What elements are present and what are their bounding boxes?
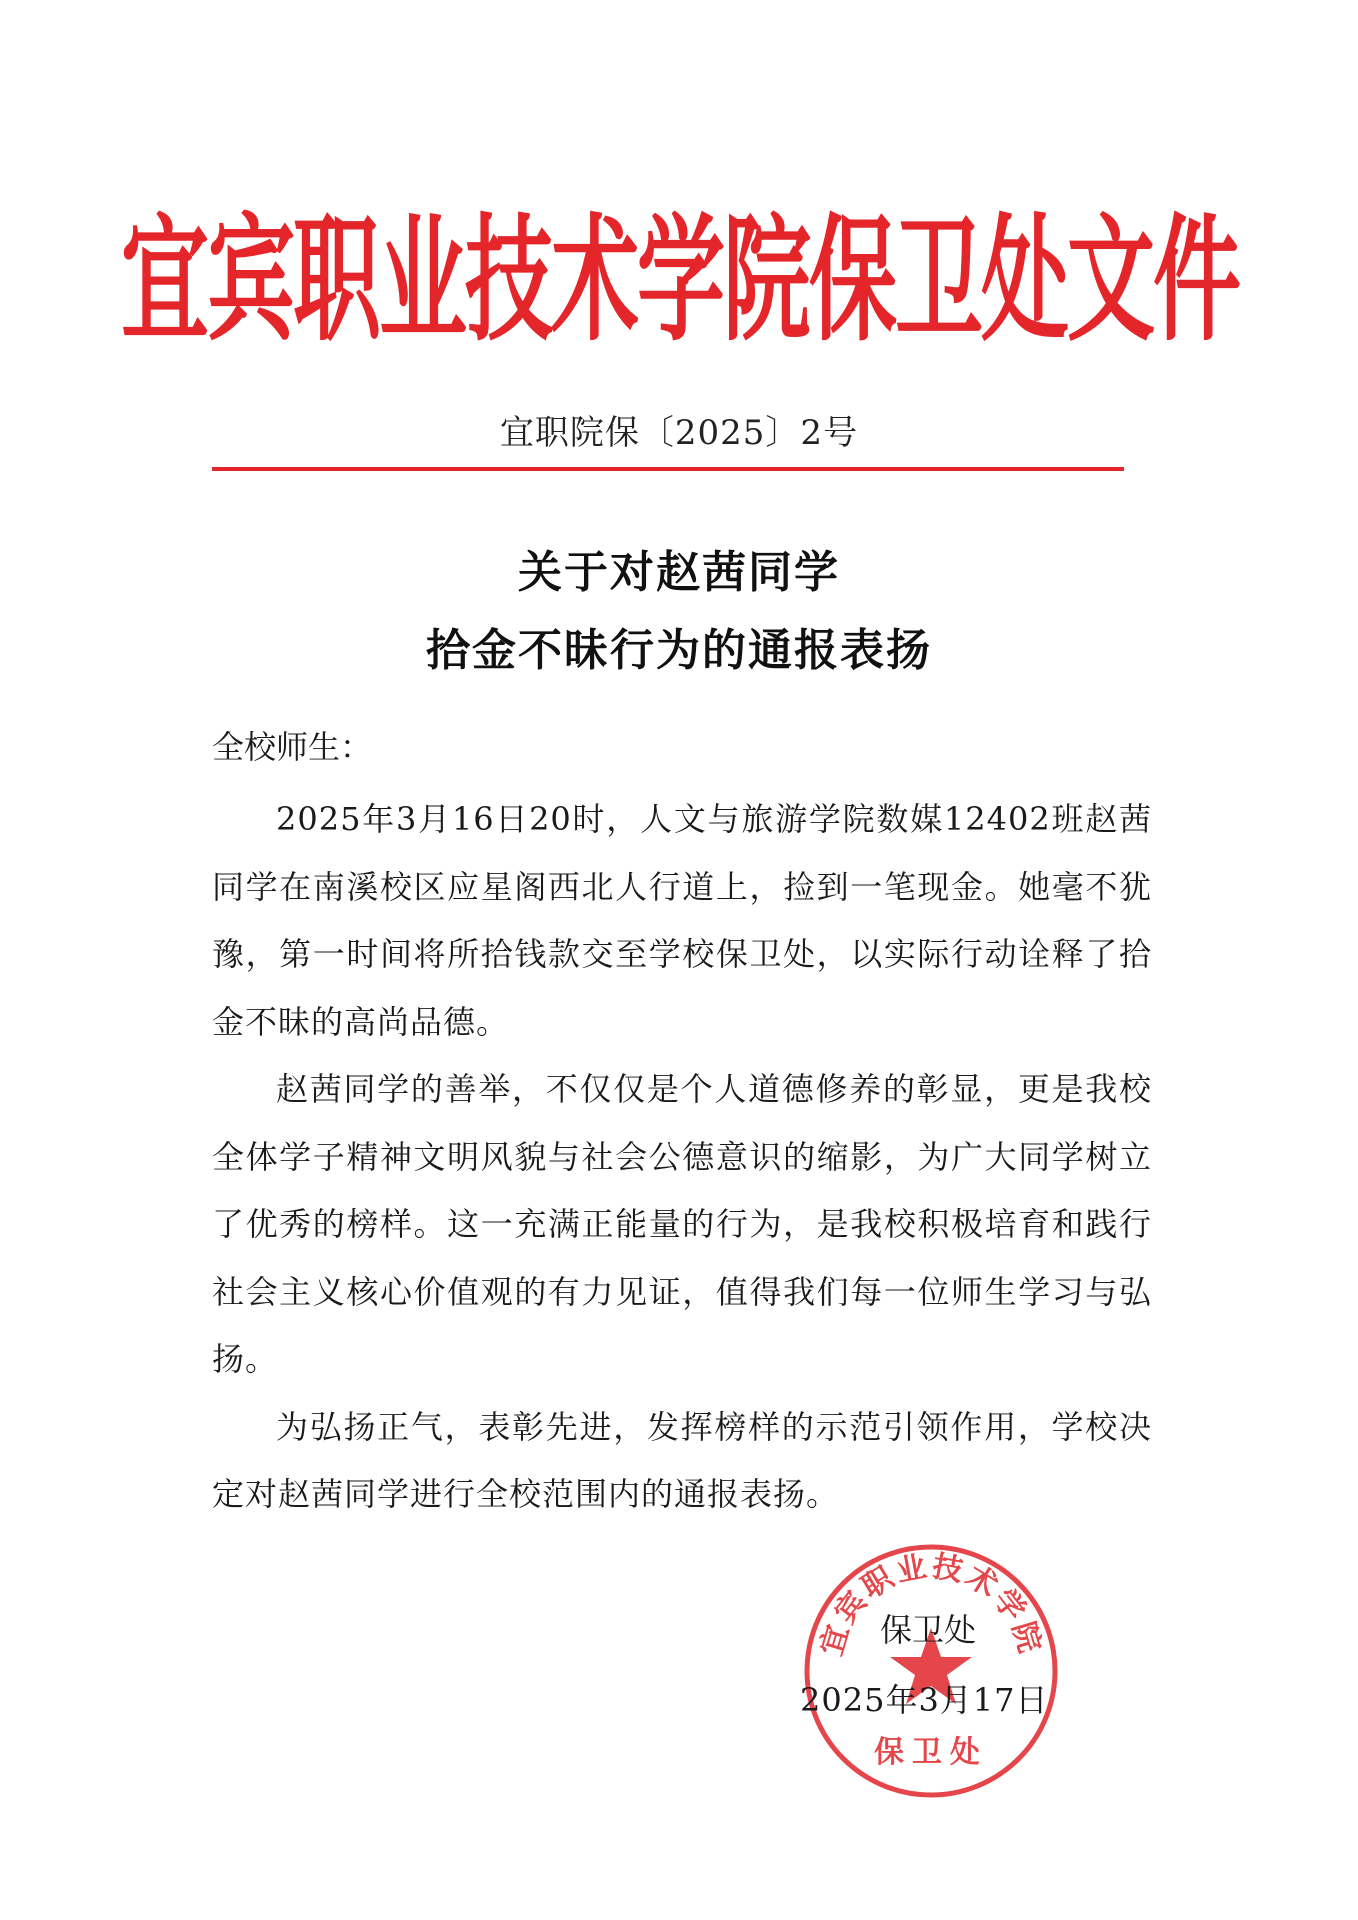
body-paragraph-2: 赵茜同学的善举，不仅仅是个人道德修养的彰显，更是我校全体学子精神文明风貌与社会公德意识的缩影，为广大同学树立了优秀的榜样。这一充满正能量的行为，是我校积极培育和践行社会主义核心价值观的有力见证，值得我们每一位师生学习与弘扬。 [212,1070,1152,1378]
notice-body [212,786,1152,1529]
document-number: 宜职院保〔2025〕2号 [499,413,859,453]
salutation: 全校师生： [212,728,373,766]
red-divider-rule [212,467,1124,471]
body-paragraph-3: 为弘扬正气，表彰先进，发挥榜样的示范引领作用，学校决定对赵茜同学进行全校范围内的通报表扬。 [212,1407,1152,1513]
notice-heading-line-1: 关于对赵茜同学 [518,547,840,598]
signature-date: 2025年3月17日 [800,1681,1049,1719]
notice-heading-line-2: 拾金不昧行为的通报表扬 [426,625,932,676]
body-paragraph-1: 2025年3月16日20时，人文与旅游学院数媒12402班赵茜同学在南溪校区应星阁西北人行道上，捡到一笔现金。她毫不犹豫，第一时间将所拾钱款交至学校保卫处，以实际行动诠释了拾金不昧的高尚品德。 [212,800,1152,1041]
official-seal-stamp [800,1540,1062,1802]
seal-bottom-text: 保卫处 [874,1735,988,1770]
signature-department: 保卫处 [880,1611,977,1649]
red-header-title: 宜宾职业技术学院保卫处文件 [121,200,1240,360]
seal-ring-text: 宜宾职业技术学院 [814,1548,1048,1660]
